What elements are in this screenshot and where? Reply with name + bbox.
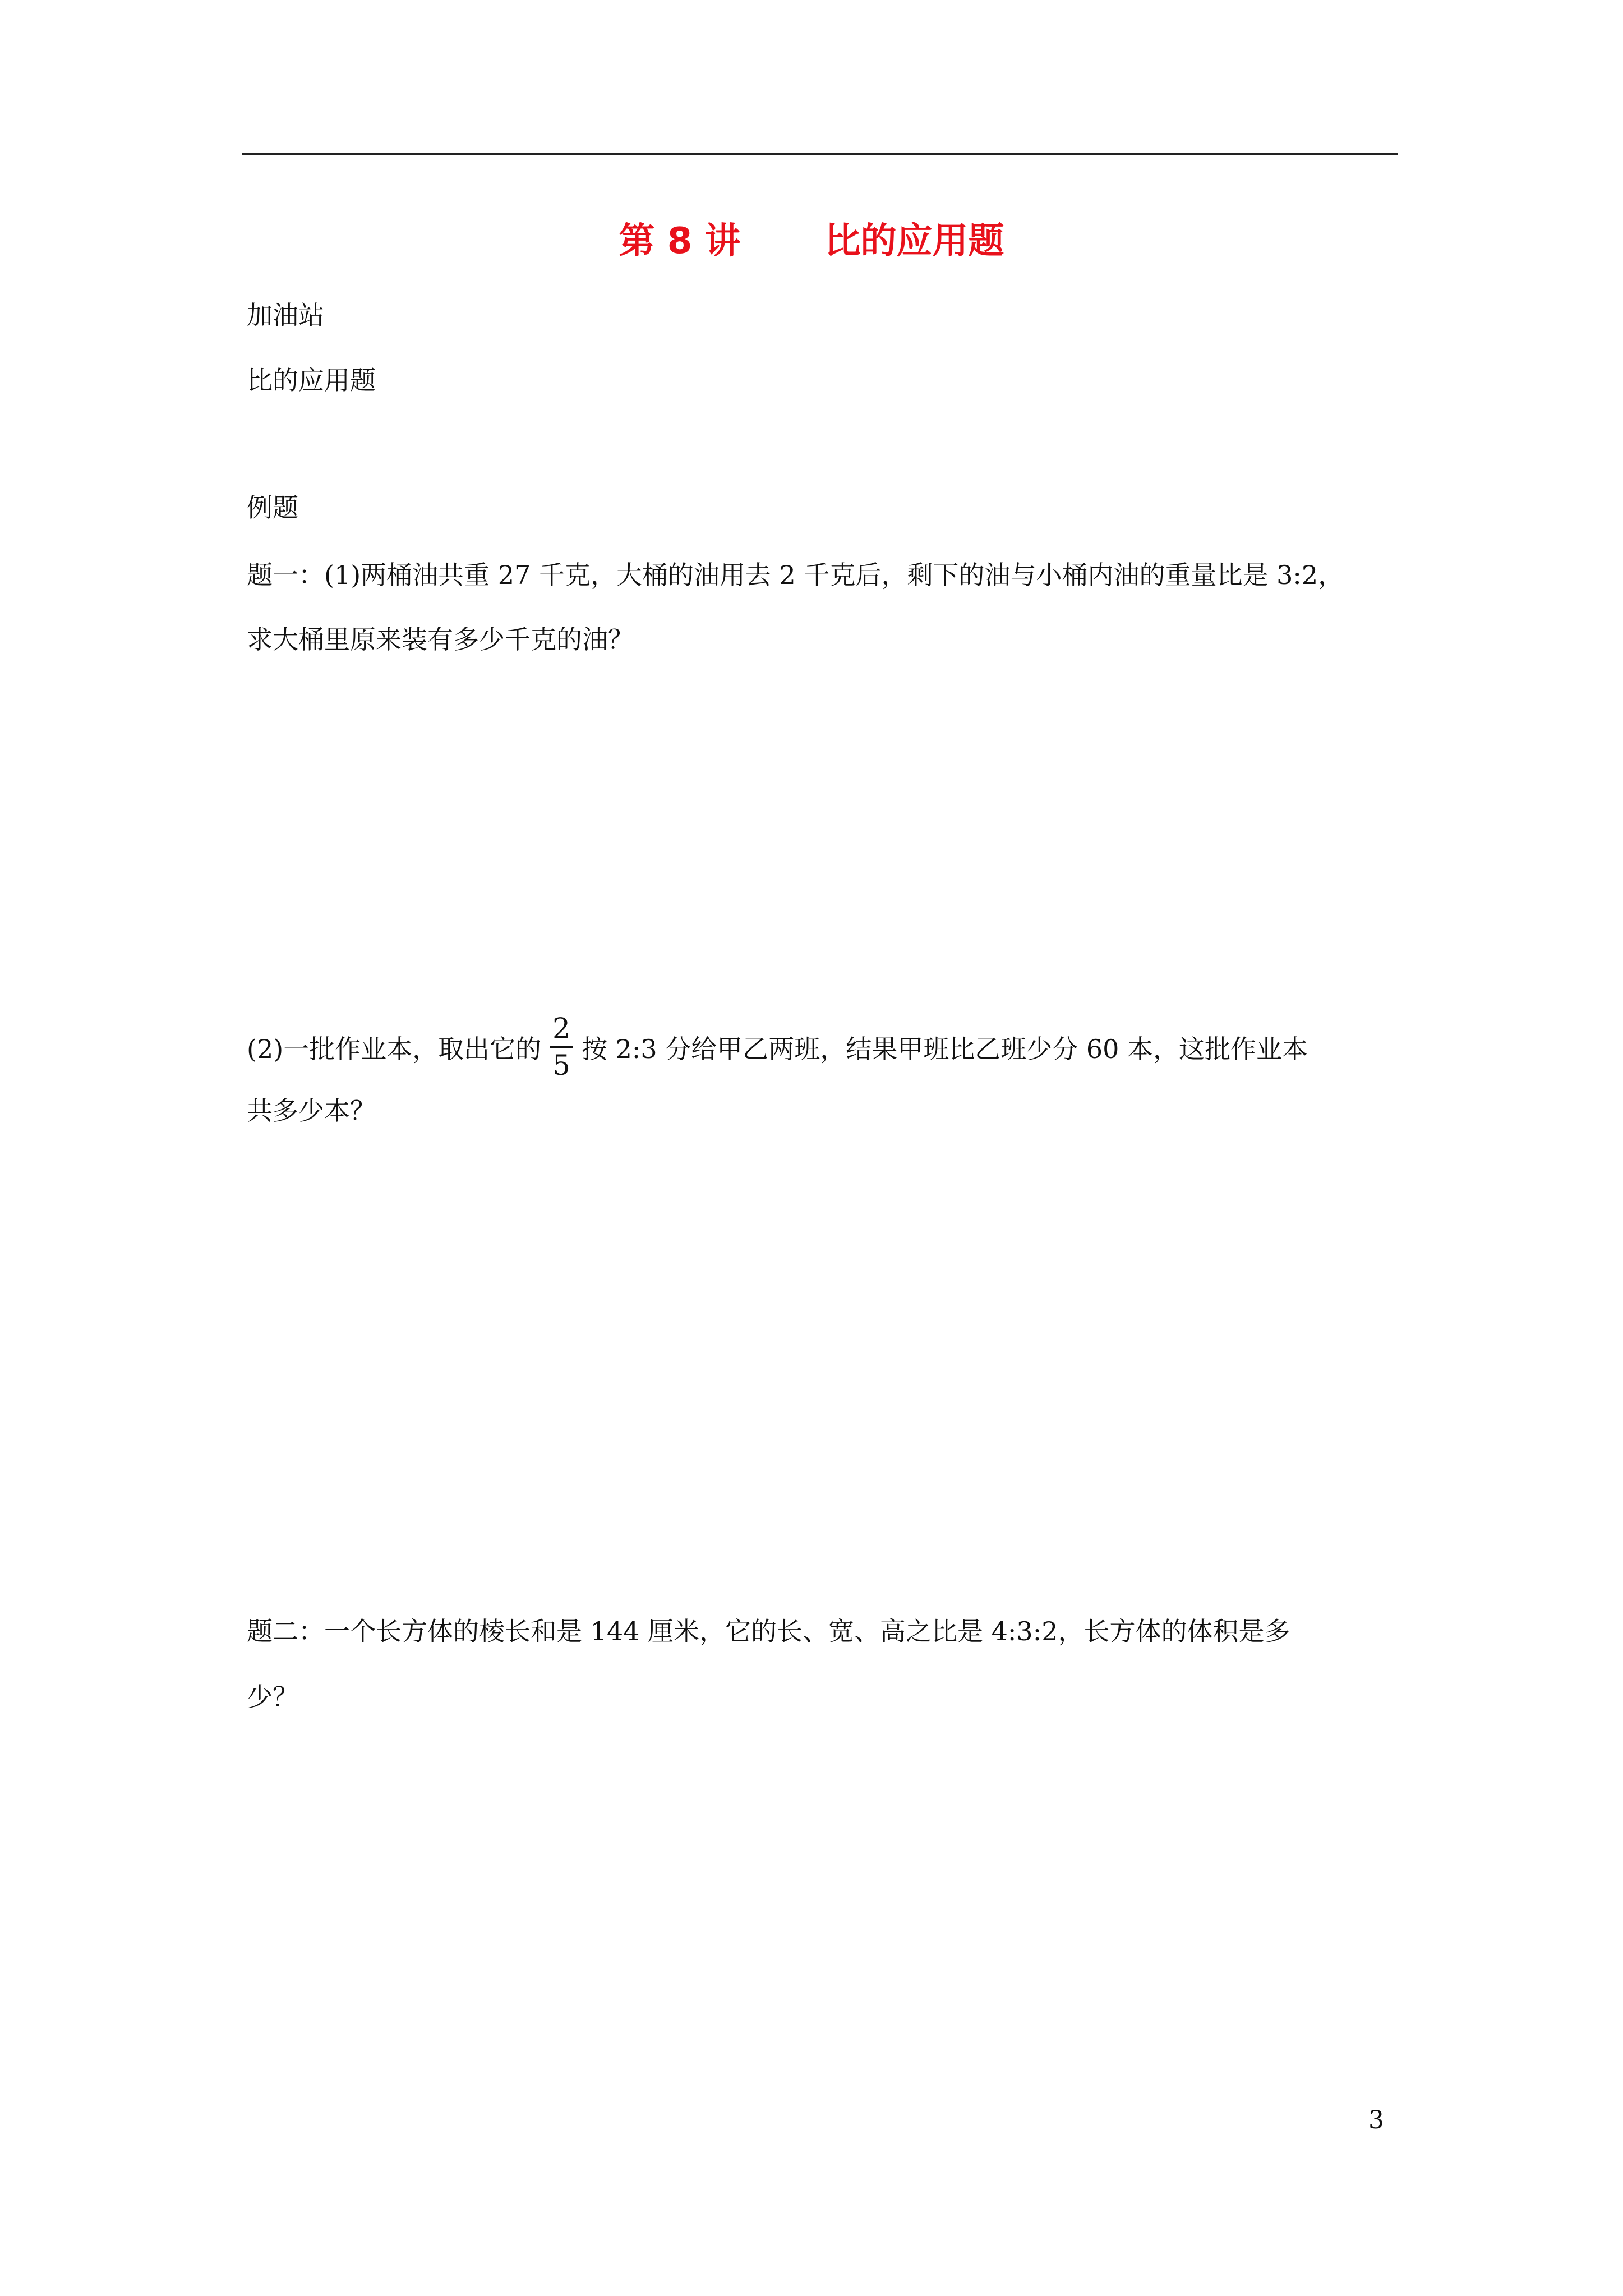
q1-part1-line2: 求大桶里原来装有多少千克的油？ xyxy=(247,624,634,655)
fraction-denominator: 5 xyxy=(552,1049,570,1082)
header-rule xyxy=(242,153,1398,155)
q2-line1: 题二：一个长方体的棱长和是 144 厘米，它的长、宽、高之比是 4:3:2，长方体的体积是多 xyxy=(247,1616,1290,1646)
q1-part2-line1 xyxy=(247,1012,1308,1087)
section-label: 加油站 xyxy=(247,300,324,330)
fraction xyxy=(550,1011,573,1083)
fraction-numerator: 2 xyxy=(550,1011,573,1048)
q1-part1-line1: 题一：(1)两桶油共重 27 千克，大桶的油用去 2 千克后，剩下的油与小桶内油的重量比是 3:2， xyxy=(247,560,1344,590)
q1-part2-before: (2)一批作业本，取出它的 xyxy=(247,1034,542,1064)
page-number: 3 xyxy=(1368,2106,1384,2134)
lesson-number: 第 8 讲 xyxy=(619,220,741,262)
q1-part2-line2: 共多少本？ xyxy=(247,1096,376,1126)
q1-part2-after: 按 2:3 分给甲乙两班，结果甲班比乙班少分 60 本，这批作业本 xyxy=(581,1034,1308,1064)
q2-line2: 少？ xyxy=(247,1682,298,1712)
examples-label: 例题 xyxy=(247,493,298,523)
lesson-title xyxy=(0,216,1623,266)
lesson-topic: 比的应用题 xyxy=(824,220,1004,262)
section-topic: 比的应用题 xyxy=(247,365,376,395)
